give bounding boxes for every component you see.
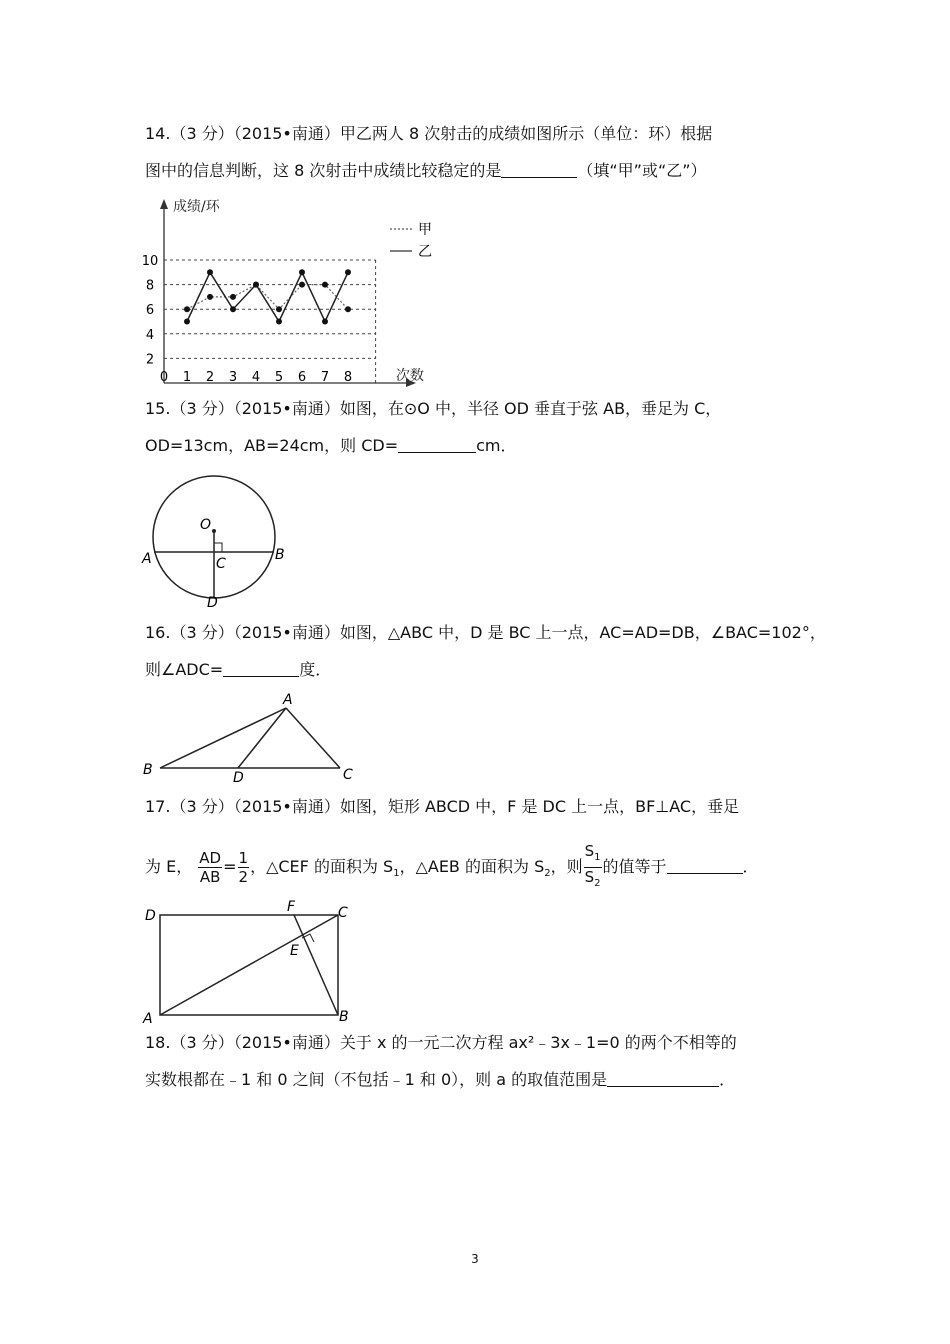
y-axis-label: 成绩/环 (173, 199, 220, 215)
right-angle-mark (214, 543, 222, 552)
q16-line-2 (145, 660, 331, 680)
x-tick-label-3: 3 (228, 370, 238, 385)
fraction-one-half (238, 849, 250, 886)
q18-answer-blank (607, 1070, 719, 1087)
label-a: A (283, 692, 293, 708)
label-o: O (200, 517, 212, 533)
q17-line-2 (145, 842, 759, 894)
label-b: B (143, 762, 153, 778)
segment-ac (286, 708, 340, 768)
x-tick-label-7: 7 (320, 370, 330, 385)
legend-label-yi: 乙 (418, 244, 432, 260)
point-jia-7 (322, 282, 328, 288)
q15-text: OD=13cm，AB=24cm，则 CD= (145, 436, 399, 455)
q15-line-2 (145, 436, 517, 456)
q16-triangle-figure (140, 690, 370, 789)
q17-line-1: 17.（3 分）（2015•南通）如图，矩形 ABCD 中，F 是 DC 上一点，BF⊥AC，垂足 (145, 797, 740, 816)
page-number: 3 (471, 1252, 479, 1266)
q14-line-2 (145, 161, 707, 181)
q17-text-e: 的值等于 (602, 857, 667, 876)
q16-line-1: 16.（3 分）（2015•南通）如图，△ABC 中，D 是 BC 上一点，AC=AD=DB，∠BAC=102°， (145, 623, 826, 642)
point-yi-6 (299, 269, 305, 275)
x-tick-label-8: 8 (343, 370, 353, 385)
chart-series (184, 269, 351, 324)
q17-sub-1: 1 (393, 868, 400, 880)
chart-legend (390, 222, 432, 260)
y-axis-arrow (160, 199, 168, 209)
q14-hint: （填“甲”或“乙”） (577, 161, 707, 180)
legend-label-jia: 甲 (418, 222, 432, 238)
point-jia-2 (207, 294, 213, 300)
x-tick-label-2: 2 (205, 370, 215, 385)
center-point-o (212, 529, 216, 533)
label-d: D (233, 770, 244, 785)
y-tick-label-2: 6 (145, 303, 155, 319)
q15-unit: cm． (476, 436, 517, 455)
ratio-denominator: S (584, 868, 595, 886)
point-jia-5 (276, 306, 282, 312)
fraction-s1-s2 (584, 842, 602, 893)
x-tick-label-1: 1 (182, 370, 192, 385)
q16-answer-blank (223, 660, 299, 677)
q15-circle-figure (140, 470, 300, 614)
q15-answer-blank (398, 436, 476, 453)
x-tick-label-6: 6 (297, 370, 307, 385)
label-f: F (287, 899, 296, 915)
point-jia-1 (184, 306, 190, 312)
label-d: D (207, 595, 218, 610)
fraction-ad-ab-denominator: AB (199, 868, 221, 886)
segment-ad (238, 708, 286, 768)
chart-ticks (142, 254, 352, 385)
q18-end: ． (719, 1070, 736, 1089)
q15-line-1: 15.（3 分）（2015•南通）如图，在⊙O 中，半径 OD 垂直于弦 AB，垂足为 C， (145, 399, 722, 418)
q17-text-d: ，则 (550, 857, 583, 876)
point-yi-1 (184, 319, 190, 325)
fraction-half-denominator: 2 (238, 868, 249, 886)
diagonal-ac (160, 915, 338, 1015)
y-tick-label-3: 8 (145, 278, 155, 294)
label-c: C (338, 905, 348, 921)
q17-text-f: ． (742, 857, 759, 876)
segment-ab (160, 708, 286, 768)
label-b: B (275, 547, 285, 563)
label-e: E (290, 943, 299, 959)
point-yi-5 (276, 319, 282, 325)
y-tick-label-0: 2 (145, 352, 155, 368)
q17-text-a: 为 E， (145, 857, 193, 876)
q16-text: 则∠ADC= (145, 660, 224, 679)
q17-text-b: ，△CEF 的面积为 S (250, 857, 394, 876)
q18-text: 实数根都在﹣1 和 0 之间（不包括﹣1 和 0），则 a 的取值范围是 (145, 1070, 608, 1089)
q16-unit: 度． (299, 660, 332, 679)
x-tick-label-0: 0 (159, 370, 169, 385)
point-yi-2 (207, 269, 213, 275)
q17-equals: = (223, 857, 237, 876)
label-c: C (216, 556, 226, 572)
point-jia-3 (230, 294, 236, 300)
label-a: A (142, 551, 152, 567)
ratio-numerator: S (584, 842, 595, 860)
segment-bf (294, 915, 338, 1015)
q17-answer-blank (667, 857, 743, 874)
point-yi-7 (322, 319, 328, 325)
q14-line-1: 14.（3 分）（2015•南通）甲乙两人 8 次射击的成绩如图所示（单位：环）根据 (145, 124, 713, 143)
q14-answer-blank (501, 161, 577, 178)
chart-gridlines (164, 260, 376, 383)
ratio-numerator-sub: 1 (594, 852, 601, 863)
point-yi-3 (230, 306, 236, 312)
y-tick-label-1: 4 (145, 327, 155, 343)
q17-text-c: ，△AEB 的面积为 S (399, 857, 545, 876)
point-yi-4 (253, 282, 259, 288)
q18-line-2 (145, 1070, 735, 1090)
q14-text: 图中的信息判断，这 8 次射击中成绩比较稳定的是 (145, 161, 502, 180)
fraction-ad-ab (198, 849, 222, 886)
q17-sub-2: 2 (544, 868, 551, 880)
q17-rectangle-figure (140, 897, 365, 1031)
fraction-half-numerator: 1 (238, 849, 249, 867)
x-axis-label: 次数 (396, 368, 424, 384)
q18-line-1: 18.（3 分）（2015•南通）关于 x 的一元二次方程 ax²﹣3x﹣1=0 的两个不相等的 (145, 1033, 737, 1052)
fraction-ad-ab-numerator: AD (199, 849, 222, 867)
label-d: D (145, 908, 156, 924)
x-tick-label-5: 5 (274, 370, 284, 385)
x-tick-label-4: 4 (251, 370, 261, 385)
point-yi-8 (345, 269, 351, 275)
label-c: C (343, 767, 353, 783)
point-jia-8 (345, 306, 351, 312)
label-a: A (143, 1011, 153, 1027)
label-b: B (339, 1009, 349, 1025)
ratio-denominator-sub: 2 (594, 878, 601, 889)
y-tick-label-4: 10 (141, 254, 159, 269)
point-jia-6 (299, 282, 305, 288)
q14-chart (140, 195, 450, 394)
